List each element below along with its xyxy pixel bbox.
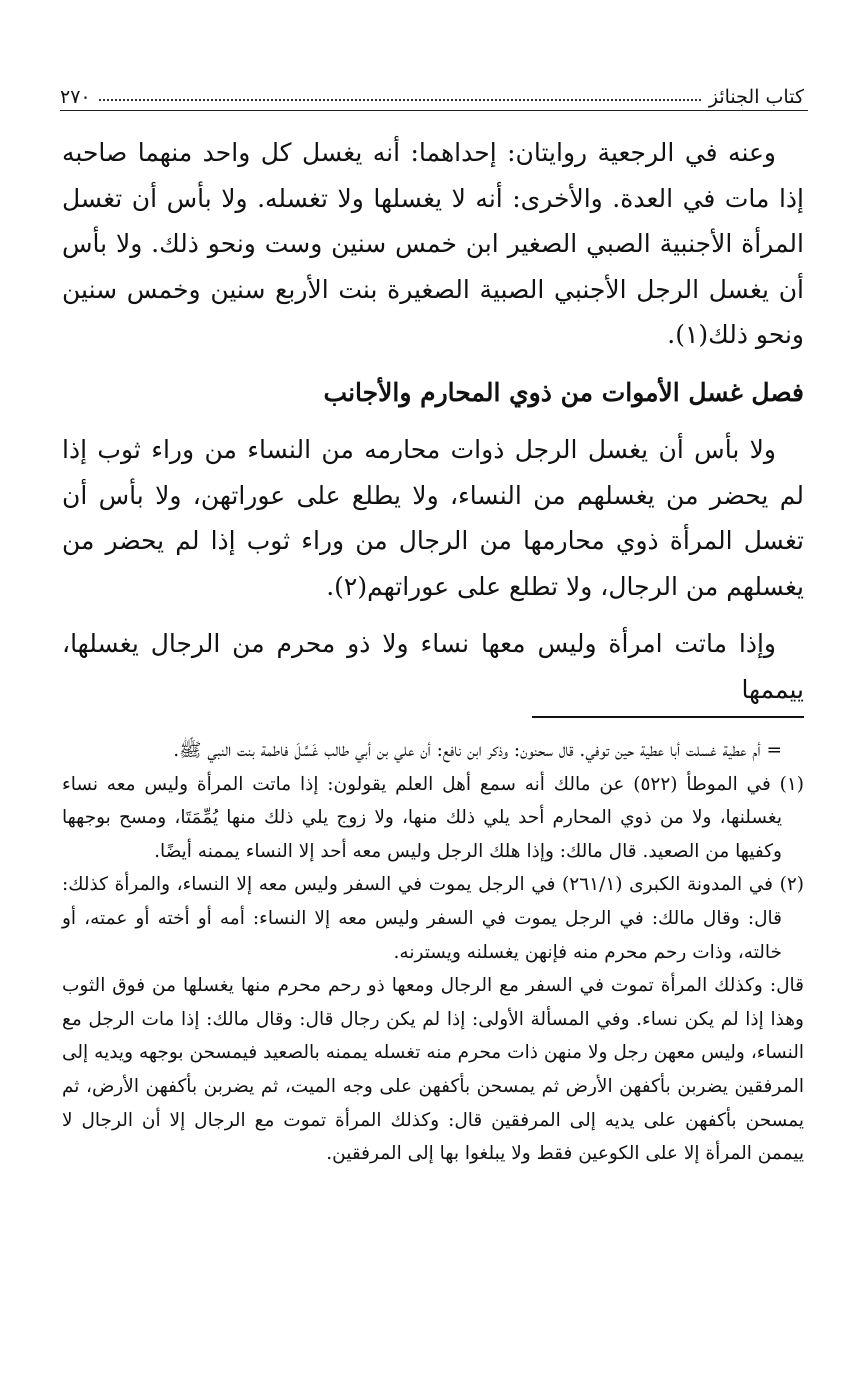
running-header xyxy=(60,74,804,108)
footnote-separator xyxy=(532,716,804,718)
footnotes xyxy=(62,734,804,1171)
footnote-2: (٢) في المدونة الكبرى (٢٦١/١) في الرجل يموت في السفر وليس معه إلا النساء، والمرأة كذلك: قال: وقال مالك: في الرجل يموت في السفر وليس معه إلا النساء: أمه أو أخته أو عمته، أو خالته، وذات رحم محرم منه فإنهن يغسلنه ويسترنه. xyxy=(62,874,804,963)
footnote-2-continuation: قال: وكذلك المرأة تموت في السفر مع الرجال ومعها ذو رحم محرم منها يغسلها من فوق الثوب وهذا إذا لم يكن نساء. وفي المسألة الأولى: إذا لم يكن رجال قال: وقال مالك: إذا مات الرجل مع النساء، وليس معهن رجل ولا منهن ذات محرم منه تغسله يممنه بالصعيد فيمسحن بوجهه ويديه إلى المرفقين يضربن بأكفهن الأرض ثم يمسحن بأكفهن على وجه الميت، ثم يضربن بأكفهن الأرض، ثم يمسحن بأكفهن على يديه إلى المرفقين قال: وكذلك المرأة تموت مع الرجال إلا أن الرجال لا ييممن المرأة إلا على الكوعين فقط ولا يبلغوا بها إلى المرفقين. xyxy=(62,975,804,1165)
main-text xyxy=(62,130,804,712)
section-heading: فصل غسل الأموات من ذوي المحارم والأجانب xyxy=(323,377,804,407)
header-rule xyxy=(60,110,808,111)
footnote-continuation: = أم عطية غسلت أبا عطية حين توفي. قال سحنون: وذكر ابن نافع: أن علي بن أبي طالب غَسَّلَ فاطمة بنت النبي ﷺ. xyxy=(173,740,782,761)
paragraph-3: وإذا ماتت امرأة وليس معها نساء ولا ذو محرم من الرجال يغسلها، ييممها xyxy=(62,629,804,704)
paragraph-1: وعنه في الرجعية روايتان: إحداهما: أنه يغسل كل واحد منهما صاحبه إذا مات في العدة. والأخرى: أنه لا يغسلها ولا تغسله. ولا بأس أن تغسل المرأة الأجنبية الصبي الصغير ابن خمس سنين وست ونحو ذلك. ولا بأس أن يغسل الرجل الأجنبي الصبية الصغيرة بنت الأربع سنين وخمس سنين ونحو ذلك(١). xyxy=(62,138,804,349)
chapter-title: كتاب الجنائز xyxy=(708,86,804,108)
paragraph-2: ولا بأس أن يغسل الرجل ذوات محارمه من النساء من وراء ثوب إذا لم يحضر من يغسلهم من النساء، ولا يطلع على عوراتهن، ولا بأس أن تغسل المرأة ذوي محارمها من الرجال من وراء ثوب إذا لم يحضر من يغسلهم من الرجال، ولا تطلع على عوراتهم(٢). xyxy=(62,435,804,601)
dot-leader xyxy=(99,99,701,101)
page-number: ٢٧٠ xyxy=(60,86,91,108)
footnote-1: (١) في الموطأ (٥٢٢) عن مالك أنه سمع أهل العلم يقولون: إذا ماتت المرأة وليس معه نساء يغسلنها، ولا من ذوي المحارم أحد يلي ذلك منها، ولا زوج يلي ذلك منها يُمِّمَتَا، ومسح بوجهها وكفيها من الصعيد. قال مالك: وإذا هلك الرجل وليس معه أحد إلا النساء يممنه أيضًا. xyxy=(62,773,804,862)
